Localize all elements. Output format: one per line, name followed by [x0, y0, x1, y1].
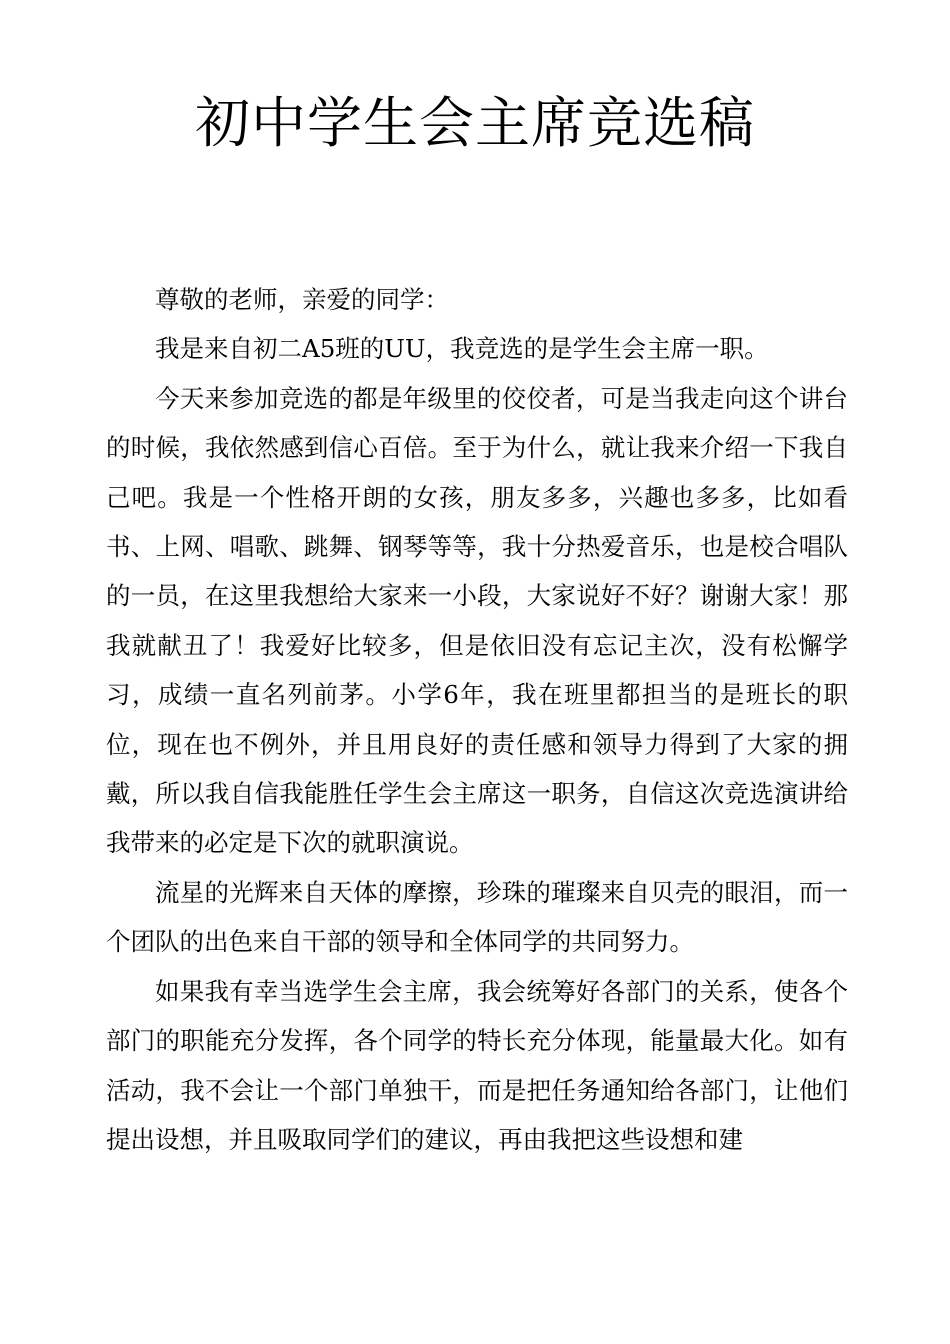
document-body [106, 275, 848, 1164]
paragraph-self-description: 今天来参加竞选的都是年级里的佼佼者，可是当我走向这个讲台的时候，我依然感到信心百倍。至于为什么，就让我来介绍一下我自己吧。我是一个性格开朗的女孩，朋友多多，兴趣也多多，比如看书、上网、唱歌、跳舞、钢琴等等，我十分热爱音乐，也是校合唱队的一员，在这里我想给大家来一小段，大家说好不好？谢谢大家！那我就献丑了！我爱好比较多，但是依旧没有忘记主次，没有松懈学习，成绩一直名列前茅。小学6年，我在班里都担当的是班长的职位，现在也不例外，并且用良好的责任感和领导力得到了大家的拥戴，所以我自信我能胜任学生会主席这一职务，自信这次竞选演讲给我带来的必定是下次的就职演说。 [106, 383, 848, 858]
document-title: 初中学生会主席竞选稿 [194, 91, 755, 155]
paragraph-introduction: 我是来自初二A5班的UU，我竞选的是学生会主席一职。 [155, 334, 769, 364]
paragraph-metaphor: 流星的光辉来自天体的摩擦，珍珠的璀璨来自贝壳的眼泪，而一个团队的出色来自干部的领导和全体同学的共同努力。 [106, 877, 848, 957]
paragraph-salutation: 尊敬的老师，亲爱的同学： [155, 285, 449, 314]
paragraph-plans: 如果我有幸当选学生会主席，我会统筹好各部门的关系，使各个部门的职能充分发挥，各个同学的特长充分体现，能量最大化。如有活动，我不会让一个部门单独干，而是把任务通知给各部门，让他们提出设想，并且吸取同学们的建议，再由我把这些设想和建 [106, 976, 848, 1154]
